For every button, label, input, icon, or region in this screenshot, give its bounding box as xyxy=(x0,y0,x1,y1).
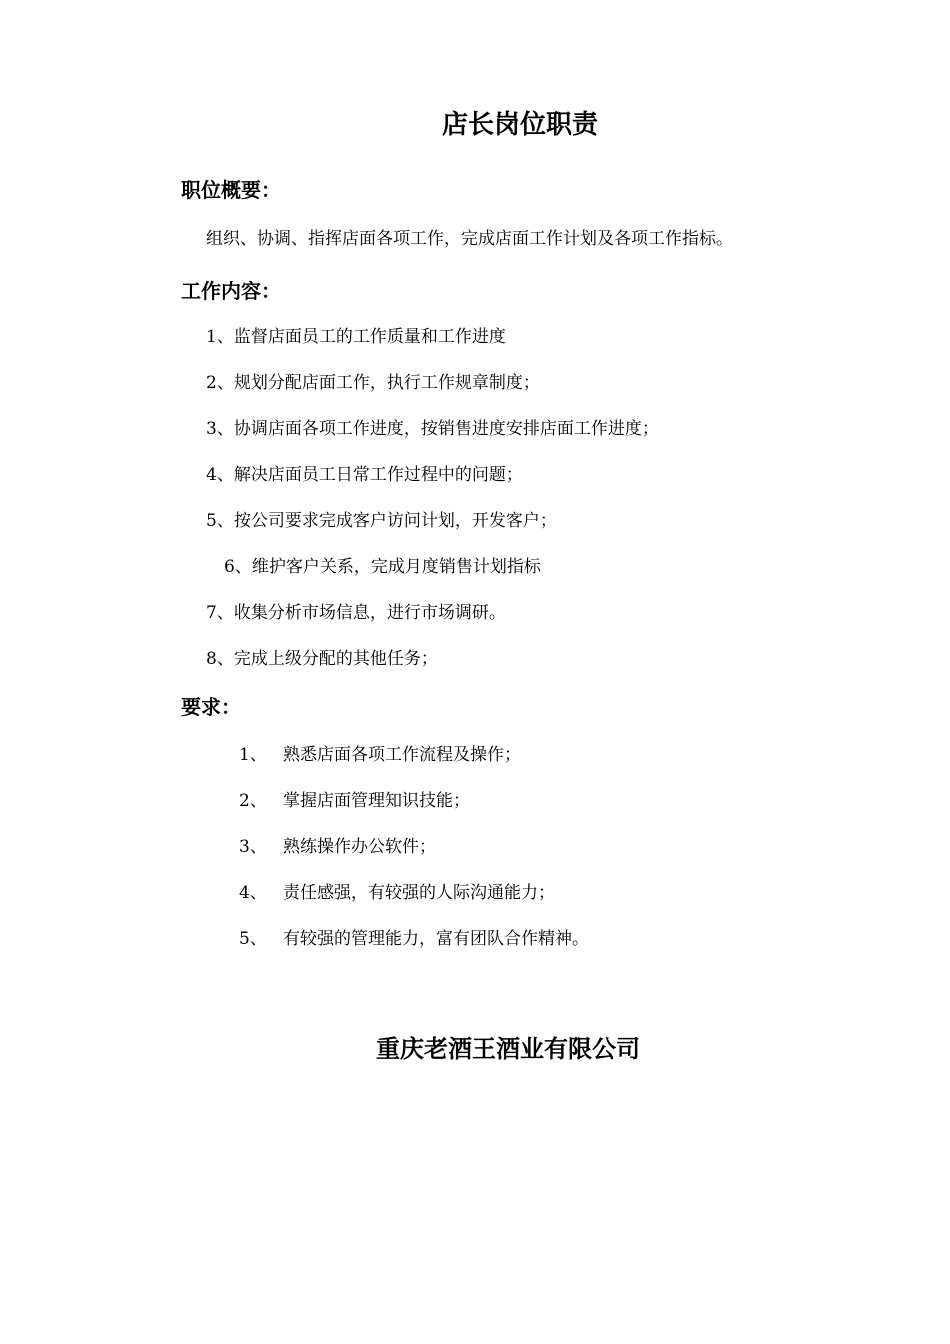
overview-text: 组织、协调、指挥店面各项工作，完成店面工作计划及各项工作指标。 xyxy=(206,229,733,249)
duty-item: 1、监督店面员工的工作质量和工作进度 xyxy=(206,327,506,347)
duties-heading: 工作内容： xyxy=(181,279,281,303)
requirement-text: 熟练操作办公软件； xyxy=(283,837,436,857)
requirement-number: 1、 xyxy=(239,745,267,765)
duty-item: 4、解决店面员工日常工作过程中的问题； xyxy=(206,465,523,485)
requirement-number: 4、 xyxy=(239,883,267,903)
requirement-text: 有较强的管理能力，富有团队合作精神。 xyxy=(283,929,589,949)
requirements-heading: 要求： xyxy=(181,695,241,719)
requirement-text: 掌握店面管理知识技能； xyxy=(283,791,470,811)
requirement-number: 2、 xyxy=(239,791,267,811)
duty-item: 2、规划分配店面工作，执行工作规章制度； xyxy=(206,373,540,393)
duty-item: 6、维护客户关系，完成月度销售计划指标 xyxy=(224,557,541,577)
requirement-number: 5、 xyxy=(239,929,267,949)
requirement-text: 责任感强，有较强的人际沟通能力； xyxy=(283,883,555,903)
duty-item: 8、完成上级分配的其他任务； xyxy=(206,649,438,669)
requirement-text: 熟悉店面各项工作流程及操作； xyxy=(283,745,521,765)
document-title: 店长岗位职责 xyxy=(441,110,598,140)
overview-heading: 职位概要： xyxy=(181,178,281,202)
requirement-number: 3、 xyxy=(239,837,267,857)
company-name: 重庆老酒王酒业有限公司 xyxy=(376,1034,640,1063)
duty-item: 3、协调店面各项工作进度，按销售进度安排店面工作进度； xyxy=(206,419,659,439)
duty-item: 5、按公司要求完成客户访问计划，开发客户； xyxy=(206,511,557,531)
duty-item: 7、收集分析市场信息，进行市场调研。 xyxy=(206,603,506,623)
